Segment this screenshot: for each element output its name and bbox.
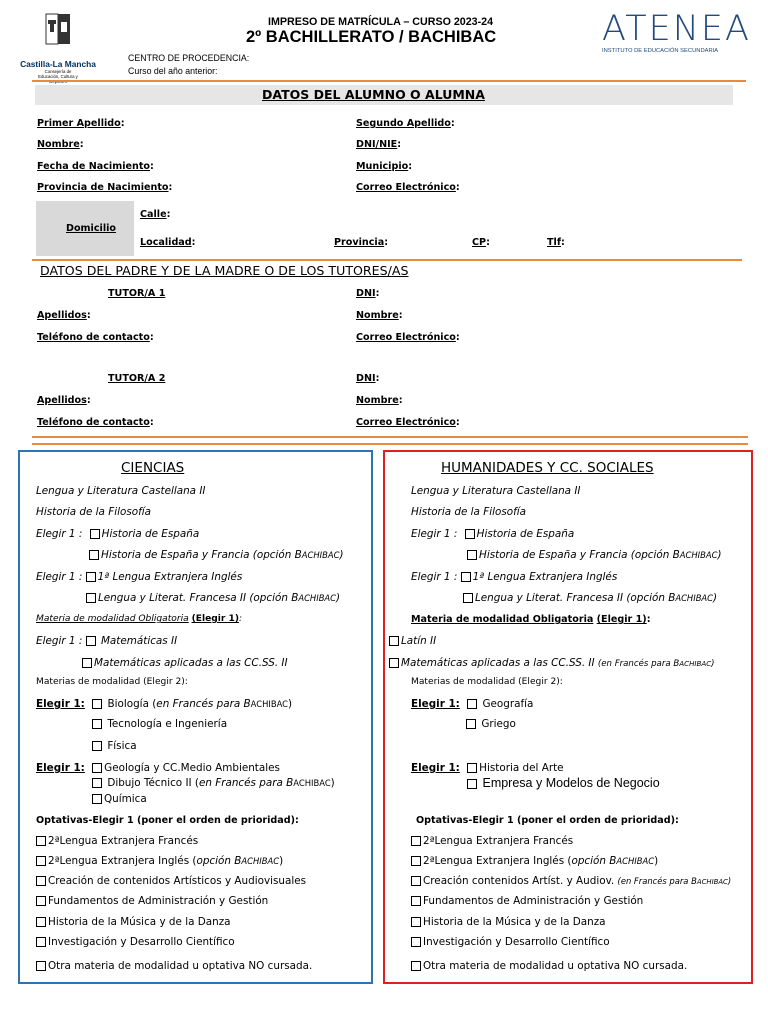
opt-checkbox[interactable] (411, 937, 421, 947)
historia-espana-label: Historia de España (101, 528, 200, 540)
ciencias-opt-6 (36, 960, 312, 972)
ciencias-opt-4 (36, 916, 231, 928)
mat-aplicadas-checkbox[interactable] (389, 658, 399, 668)
opt-label: Otra materia de modalidad u optativa NO cursada. (423, 960, 688, 972)
tutor2-label: TUTOR/A 2 (108, 373, 166, 384)
alumno-title: DATOS DEL ALUMNO O ALUMNA (262, 87, 485, 102)
ciencias-row-hist-fr: Historia de España y Francia (opción BACHIBAC) (89, 549, 344, 561)
elegir1-label: Elegir 1 : (411, 571, 458, 583)
ciencias-row-mat (36, 635, 177, 647)
provincia-nacimiento-field[interactable]: Provincia de Nacimiento: (37, 182, 173, 193)
hum-opt-4 (411, 916, 606, 928)
header-line1: IMPRESO DE MATRÍCULA – CURSO 2023-24 (268, 16, 494, 28)
elegir1-bold: Elegir 1: (36, 762, 85, 774)
ciencias-row-fis (92, 740, 137, 752)
elegir1-paren: (Elegir 1) (596, 614, 647, 625)
opt-checkbox[interactable] (36, 937, 46, 947)
ciencias-oblig: Materia de modalidad Obligatoria (Elegir 1): (36, 614, 243, 624)
hum-row-hist-fr: Historia de España y Francia (opción BACHIBAC) (467, 549, 722, 561)
geografia-label: Geografía (482, 698, 534, 710)
bachibac-label: ACHIBAC (241, 856, 280, 866)
griego-checkbox[interactable] (466, 719, 476, 729)
municipio-field[interactable]: Municipio: (356, 161, 413, 172)
divider (32, 259, 742, 261)
ciencias-opt-1: 2ªLengua Extranjera Inglés (opción BACHIBAC) (36, 855, 283, 867)
ciencias-materias-mod: Materias de modalidad (Elegir 2): (36, 677, 188, 687)
nombre-label: Nombre (356, 395, 399, 406)
mat-aplicadas-checkbox[interactable] (82, 658, 92, 668)
humanidades-title: HUMANIDADES Y CC. SOCIALES (441, 460, 654, 476)
opt-checkbox[interactable] (36, 896, 46, 906)
hum-row-geo (411, 698, 533, 710)
opcion-b-label: opción B (571, 855, 617, 867)
coat-of-arms-icon (18, 12, 98, 54)
opt-checkbox[interactable] (411, 896, 421, 906)
apellidos-label: Apellidos (37, 395, 87, 406)
historia-espana-checkbox[interactable] (465, 529, 475, 539)
fecha-nacimiento-label: Fecha de Nacimiento (37, 161, 150, 172)
tutor2-telefono-field[interactable]: Teléfono de contacto: (37, 417, 154, 428)
nombre-label: Nombre (356, 310, 399, 321)
empresa-checkbox[interactable] (467, 779, 477, 789)
telefono-label: Teléfono de contacto (37, 332, 150, 343)
primer-apellido-label: Primer Apellido (37, 118, 121, 129)
correo-field[interactable]: Correo Electrónico: (356, 182, 460, 193)
bachibac-label: ACHIBAC (293, 778, 331, 788)
tlf-label: Tlf (547, 237, 562, 248)
geografia-checkbox[interactable] (467, 699, 477, 709)
ciencias-row-hist (36, 528, 199, 540)
cp-field[interactable]: CP: (472, 237, 490, 248)
dibujo-label: Dibujo Técnico II ( (107, 777, 199, 789)
tutor2-correo-field[interactable]: Correo Electrónico: (356, 417, 460, 428)
historia-francia-checkbox[interactable] (467, 550, 477, 560)
ciencias-opt-3 (36, 895, 268, 907)
historia-arte-label: Historia del Arte (479, 762, 564, 774)
tutor2-nombre-field[interactable]: Nombre: (356, 395, 403, 406)
creacion-fr-label: (en Francés para B (617, 876, 697, 886)
ingles-checkbox[interactable] (461, 572, 471, 582)
apellidos-label: Apellidos (37, 310, 87, 321)
ciencias-opt-5 (36, 936, 235, 948)
historia-espana-label: Historia de España (476, 528, 575, 540)
elegir1-label: Elegir 1 : (411, 528, 458, 540)
segundo-apellido-field[interactable]: Segundo Apellido: (356, 118, 455, 129)
francesa-label: Lengua y Literat. Francesa II (opción B (98, 592, 299, 604)
biologia-checkbox[interactable] (92, 699, 102, 709)
ciencias-row-mat-apl (82, 657, 288, 669)
hum-opt-0 (411, 835, 573, 847)
hum-opt-5 (411, 936, 610, 948)
latin-checkbox[interactable] (389, 636, 399, 646)
tutor2-dni-field[interactable]: DNI: (356, 373, 380, 384)
ciencias-opt-2 (36, 875, 306, 887)
empresa-label: Empresa y Modelos de Negocio (482, 776, 660, 790)
ciencias-optativas: Optativas-Elegir 1 (poner el orden de prioridad): (36, 815, 299, 826)
fisica-label: Física (107, 740, 137, 752)
bachibac-label: ACHIBAC (616, 856, 655, 866)
hum-opt-2: Creación contenidos Artíst. y Audiov. (en Francés para BACHIBAC) (411, 875, 731, 887)
calle-field[interactable]: Calle: (140, 209, 171, 220)
mat-aplicadas-label: Matemáticas aplicadas a las CC.SS. II (94, 657, 288, 669)
opt-label: Investigación y Desarrollo Científico (423, 936, 610, 948)
ciencias-filosofia: Historia de la Filosofía (36, 506, 152, 518)
hum-row-latin (389, 635, 436, 647)
elegir1-bold: Elegir 1: (411, 762, 460, 774)
dni-nie-field[interactable]: DNI/NIE: (356, 139, 402, 150)
elegir1-bold: Elegir 1: (411, 698, 460, 710)
opt-checkbox[interactable] (411, 917, 421, 927)
opt-label: Fundamentos de Administración y Gestión (423, 895, 644, 907)
municipio-label: Municipio (356, 161, 409, 172)
divider (32, 436, 748, 438)
bachibac-label: ACHIBAC (301, 550, 340, 560)
historia-espana-checkbox[interactable] (90, 529, 100, 539)
griego-label: Griego (481, 718, 516, 730)
hum-oblig: Materia de modalidad Obligatoria (Elegir 1): (411, 614, 651, 625)
logo-right-name: ATENEA (602, 9, 751, 49)
ciencias-opt-0 (36, 835, 198, 847)
biologia-fr-label: en Francés para B (156, 698, 251, 710)
elegir1-label: Elegir 1 : (36, 528, 83, 540)
cp-label: CP (472, 237, 487, 248)
mat-aplicadas-fr-label: (en Francés para B (597, 659, 680, 669)
francesa-label: Lengua y Literat. Francesa II (opción B (475, 592, 676, 604)
geologia-label: Geología y CC.Medio Ambientales (104, 762, 280, 774)
bachibac-label: ACHIBAC (696, 878, 728, 886)
tlf-field[interactable]: Tlf: (547, 237, 565, 248)
correo-label: Correo Electrónico (356, 182, 456, 193)
tecnologia-label: Tecnología e Ingeniería (107, 718, 228, 730)
tutor1-label: TUTOR/A 1 (108, 288, 166, 299)
hum-row-ingles (411, 571, 617, 583)
primer-apellido-field[interactable]: Primer Apellido: (37, 118, 125, 129)
opt-label: 2ªLengua Extranjera Inglés ( (423, 855, 572, 867)
biologia-label: Biología ( (107, 698, 157, 710)
tutor1-correo-field[interactable]: Correo Electrónico: (356, 332, 460, 343)
hum-row-francesa: Lengua y Literat. Francesa II (opción BACHIBAC) (463, 592, 717, 604)
materia-oblig-label: Materia de modalidad Obligatoria (411, 614, 594, 625)
fecha-nacimiento-field[interactable]: Fecha de Nacimiento: (37, 161, 154, 172)
dibujo-checkbox[interactable] (92, 778, 102, 788)
castilla-la-mancha-logo (18, 12, 98, 80)
bachibac-label: ACHIBAC (250, 699, 289, 709)
calle-label: Calle (140, 209, 167, 220)
tutor1-apellidos-field[interactable]: Apellidos: (37, 310, 91, 321)
materia-oblig-label: Materia de modalidad Obligatoria (36, 614, 189, 624)
opt-checkbox[interactable] (411, 961, 421, 971)
tutor2-heading (108, 373, 165, 384)
ciencias-row-tec (92, 718, 227, 730)
mat-aplicadas-label: Matemáticas aplicadas a las CC.SS. II (401, 657, 595, 669)
elegir1-paren: (Elegir 1) (191, 614, 240, 624)
hum-row-hist (411, 528, 574, 540)
dibujo-fr-label: en Francés para B (198, 777, 294, 789)
ciencias-row-dib: Dibujo Técnico II (en Francés para BACHIBAC) (92, 777, 335, 789)
tecnologia-checkbox[interactable] (92, 719, 102, 729)
matematicas-checkbox[interactable] (86, 636, 96, 646)
tutor1-nombre-field[interactable]: Nombre: (356, 310, 403, 321)
hum-row-arte (411, 762, 564, 774)
curso-label: Curso del año anterior: (128, 66, 218, 76)
ciencias-row-geo (36, 762, 280, 774)
segundo-apellido-label: Segundo Apellido (356, 118, 451, 129)
tutor1-dni-field[interactable]: DNI: (356, 288, 380, 299)
matematicas-label: Matemáticas II (100, 635, 178, 647)
ciencias-row-bio: Elegir 1: Biología (en Francés para BACHIBAC) (36, 698, 293, 710)
atenea-logo (602, 9, 751, 58)
tutor1-telefono-field[interactable]: Teléfono de contacto: (37, 332, 154, 343)
opt-label: 2ªLengua Extranjera Francés (423, 835, 574, 847)
ciencias-row-ingles (36, 571, 242, 583)
opt-label: Otra materia de modalidad u optativa NO cursada. (48, 960, 313, 972)
ciencias-lengua: Lengua y Literatura Castellana II (36, 485, 206, 497)
elegir1-label: Elegir 1 : (36, 635, 83, 647)
opt-label: Fundamentos de Administración y Gestión (48, 895, 269, 907)
dni-label: DNI (356, 288, 376, 299)
hum-materias-mod: Materias de modalidad (Elegir 2): (411, 677, 563, 687)
tutor1-heading (108, 288, 165, 299)
opt-checkbox[interactable] (36, 836, 46, 846)
opt-checkbox[interactable] (36, 876, 46, 886)
tutor2-apellidos-field[interactable]: Apellidos: (37, 395, 91, 406)
nombre-label: Nombre (37, 139, 80, 150)
historia-francia-checkbox[interactable] (89, 550, 99, 560)
nombre-field[interactable]: Nombre: (37, 139, 84, 150)
ingles-label: 1ª Lengua Extranjera Inglés (472, 571, 618, 583)
hum-row-griego (466, 718, 516, 730)
fisica-checkbox[interactable] (92, 741, 102, 751)
opt-checkbox[interactable] (411, 856, 421, 866)
divider (32, 80, 746, 82)
opt-checkbox[interactable] (36, 856, 46, 866)
geologia-checkbox[interactable] (92, 763, 102, 773)
correo-label: Correo Electrónico (356, 417, 456, 428)
hum-lengua: Lengua y Literatura Castellana II (411, 485, 581, 497)
elegir1-bold: Elegir 1: (36, 698, 85, 710)
logo-right-sub: INSTITUTO DE EDUCACIÓN SECUNDARIA (602, 48, 719, 54)
dni-label: DNI (356, 373, 376, 384)
opt-checkbox[interactable] (411, 836, 421, 846)
hum-opt-3 (411, 895, 643, 907)
quimica-label: Química (104, 793, 147, 805)
logo-left-sub: Consejería de Educación, Cultura y (38, 69, 78, 79)
hum-filosofia: Historia de la Filosofía (411, 506, 527, 518)
opt-label: Investigación y Desarrollo Científico (48, 936, 235, 948)
opt-label: Historia de la Música y de la Danza (423, 916, 606, 928)
hum-opt-6 (411, 960, 687, 972)
opt-checkbox[interactable] (411, 876, 421, 886)
divider (32, 443, 748, 445)
opt-label: 2ªLengua Extranjera Francés (48, 835, 199, 847)
provincia-field[interactable]: Provincia: (334, 237, 389, 248)
quimica-checkbox[interactable] (92, 794, 102, 804)
latin-label: Latín II (401, 635, 437, 647)
opcion-b-label: opción B (196, 855, 242, 867)
francesa-checkbox[interactable] (463, 593, 473, 603)
dni-nie-label: DNI/NIE (356, 139, 398, 150)
header-line2: 2º BACHILLERATO / BACHIBAC (246, 28, 497, 46)
logo-left-name: Castilla-La Mancha (20, 59, 96, 69)
bachibac-label: ACHIBAC (679, 550, 718, 560)
historia-francia-label: Historia de España y Francia (opción B (101, 549, 302, 561)
domicilio-label-wrap (66, 223, 116, 234)
ciencias-title: CIENCIAS (121, 460, 185, 476)
ciencias-row-francesa: Lengua y Literat. Francesa II (opción BACHIBAC) (86, 592, 340, 604)
telefono-label: Teléfono de contacto (37, 417, 150, 428)
correo-label: Correo Electrónico (356, 332, 456, 343)
historia-francia-label: Historia de España y Francia (opción B (479, 549, 680, 561)
opt-label: 2ªLengua Extranjera Inglés ( (48, 855, 197, 867)
hum-opt-1: 2ªLengua Extranjera Inglés (opción BACHIBAC) (411, 855, 658, 867)
ingles-label: 1ª Lengua Extranjera Inglés (97, 571, 243, 583)
historia-arte-checkbox[interactable] (467, 763, 477, 773)
elegir1-label: Elegir 1 : (36, 571, 83, 583)
opt-checkbox[interactable] (36, 917, 46, 927)
opt-checkbox[interactable] (36, 961, 46, 971)
francesa-checkbox[interactable] (86, 593, 96, 603)
hum-row-mat-apl: Matemáticas aplicadas a las CC.SS. II (en Francés para BACHIBAC) (389, 657, 715, 669)
bachibac-label: ACHIBAC (298, 593, 337, 603)
bachibac-label: ACHIBAC (679, 659, 712, 668)
hum-optativas: Optativas-Elegir 1 (poner el orden de prioridad): (416, 815, 679, 826)
hum-row-empresa (467, 776, 660, 790)
localidad-label: Localidad (140, 237, 192, 248)
opt-label: Historia de la Música y de la Danza (48, 916, 231, 928)
ciencias-row-qui (92, 793, 147, 805)
opt-label: Creación de contenidos Artísticos y Audiovisuales (48, 875, 307, 887)
centro-label: CENTRO DE PROCEDENCIA: (128, 53, 250, 63)
domicilio-label: Domicilio (66, 223, 116, 234)
provincia-label: Provincia (334, 237, 385, 248)
bachibac-label: ACHIBAC (675, 593, 714, 603)
opt-label: Creación contenidos Artíst. y Audiov. (423, 875, 615, 887)
localidad-field[interactable]: Localidad: (140, 237, 196, 248)
tutores-title: DATOS DEL PADRE Y DE LA MADRE O DE LOS TUTORES/AS (40, 263, 409, 278)
ingles-checkbox[interactable] (86, 572, 96, 582)
provincia-nacimiento-label: Provincia de Nacimiento (37, 182, 169, 193)
